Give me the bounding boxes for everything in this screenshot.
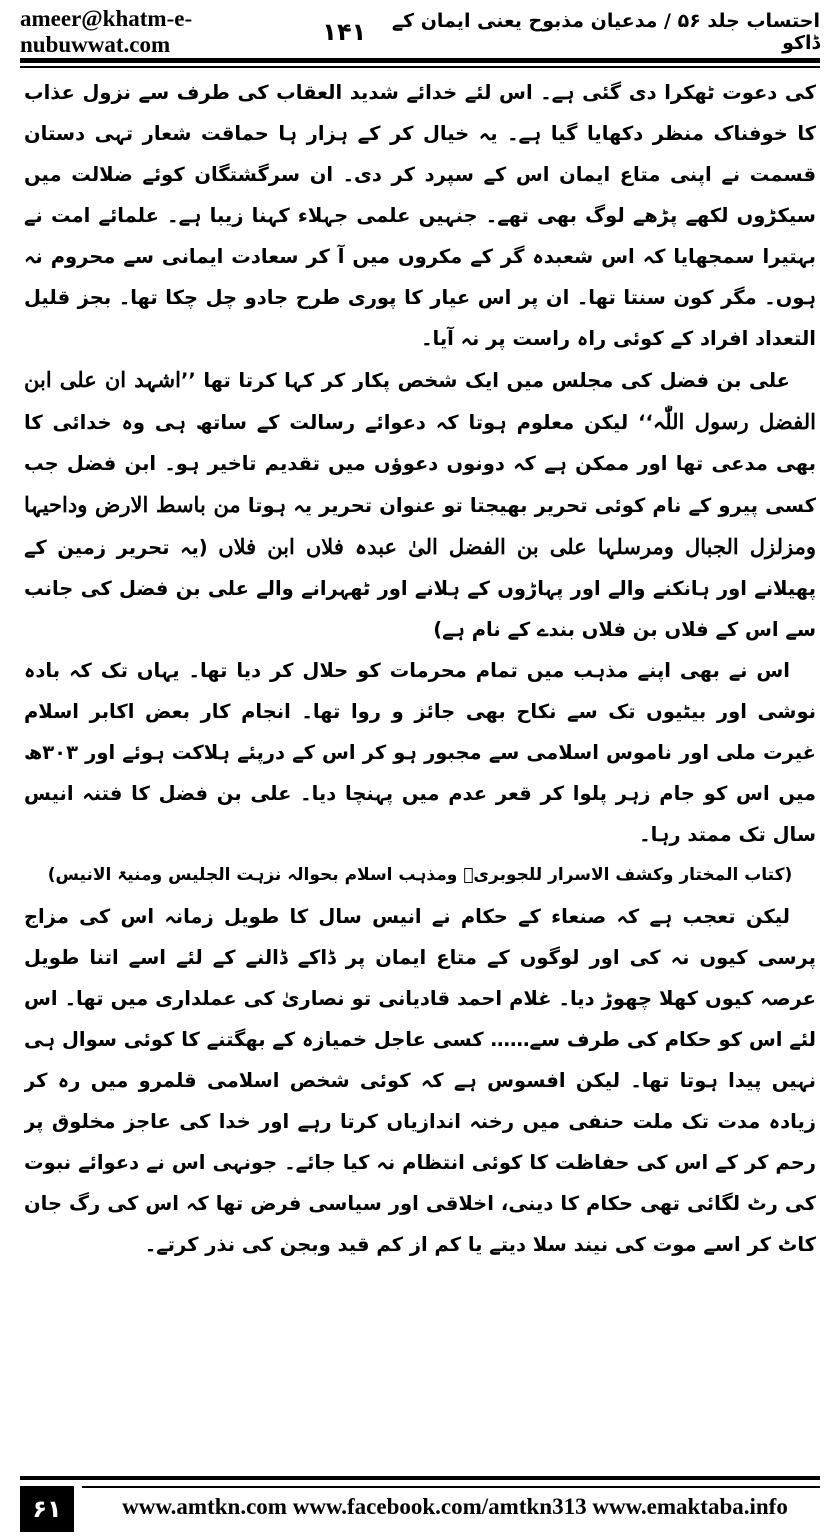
header-rule-thick xyxy=(20,58,820,63)
page-footer xyxy=(20,1486,820,1532)
paragraph-2-middle: ‘‘ لیکن معلوم ہوتا کہ دعوائے رسالت کے ساتھ ہی وہ خدائی کا بھی مدعی تھا اور ممکن ہے کہ دونوں دعوؤں میں تقدیم تاخیر ہو۔ ابن فضل جب کسی پیرو کے نام کوئی تحریر بھیجتا تو عنوان تحریر یہ ہوتا xyxy=(24,411,816,517)
header-rule-thin xyxy=(20,66,820,68)
header-email[interactable]: ameer@khatm-e-nubuwwat.com xyxy=(20,6,193,57)
arabic-quote-shahada: اشہد ان علی ابن الفضل رسول اللّٰہ xyxy=(24,367,816,434)
body-text xyxy=(24,72,816,1464)
footer-rule-thick xyxy=(20,1476,820,1480)
paragraph-4: لیکن تعجب ہے کہ صنعاء کے حکام نے انیس سال کا طویل زمانہ اس کی مزاج پرسی کیوں نہ کی اور لوگوں کے متاع ایمان پر ڈاکے ڈالنے کے لئے اسے اتنا طویل عرصہ کیوں کھلا چھوڑ دیا۔ غلام احمد قادیانی تو نصاریٰ کی عملداری میں تھا۔ اس لئے اس کو حکام کی طرف سے…… کسی عاجل خمیازہ کے بھگتنے کا کوئی سوال ہی نہیں پیدا ہوتا تھا۔ لیکن افسوس ہے کہ کوئی شخص اسلامی قلمرو میں رہ کر زیادہ مدت تک ملت حنفی میں رخنہ اندازیاں کرتا رہے اور خدا کی عاجز مخلوق پر رحم کر کے اس کی حفاظت کا کوئی انتظام نہ کیا جائے۔ جونہی اس نے دعوائے نبوت کی رٹ لگائی تھی حکام کا دینی، اخلاقی اور سیاسی فرض تھا کہ اس کی رگ جان کاٹ کر اسے موت کی نیند سلا دیتے یا کم از کم قید وبجن کی نذر کرتے۔ xyxy=(24,905,816,1256)
footer-rule-thin xyxy=(82,1486,820,1488)
book-page-number: ۶۱ xyxy=(20,1486,74,1532)
footer-urls[interactable]: www.amtkn.com www.facebook.com/amtkn313 www.emaktaba.info xyxy=(122,1494,788,1519)
paragraph-2-translation: (یہ تحریر زمین کے پھیلانے اور ہانکنے والے اور پہاڑوں کے ہلانے اور ٹھہرانے والے علی بن فضل کی جانب سے اس کے فلاں بن فلاں بندے کے نام ہے) xyxy=(24,536,816,641)
arabic-quote-letter-heading: من باسط الارض وداحیہا ومزلزل الجبال ومرسلہا علی بن الفضل الیٰ عبدہ فلاں ابن فلاں xyxy=(24,492,816,559)
paragraph-2 xyxy=(24,359,816,650)
paragraph-3: اس نے بھی اپنے مذہب میں تمام محرمات کو حلال کر دیا تھا۔ یہاں تک کہ بادہ نوشی اور بیٹیوں تک سے نکاح بھی جائز و روا تھا۔ انجام کار بعض اکابر اسلام غیرت ملی اور ناموس اسلامی سے مجبور ہو کر اس کے درپئے ہلاکت ہوئے اور ۳۰۳ھ میں اس کو جام زہر پلوا کر قعر عدم میں پہنچا دیا۔ علی بن فضل کا فتنہ انیس سال تک ممتد رہا۔ xyxy=(24,659,816,846)
running-title: احتساب جلد ۵۶ / مدعیان مذبوح یعنی ایمان کے ڈاکو xyxy=(391,10,820,54)
page-header xyxy=(20,6,820,57)
header-title-block xyxy=(322,10,820,54)
page-number: ۱۴۱ xyxy=(322,18,367,46)
paragraph-1: کی دعوت ٹھکرا دی گئی ہے۔ اس لئے خدائے شدید العقاب کی طرف سے نزول عذاب کا خوفناک منظر دکھایا گیا ہے۔ یہ خیال کر کے ہزار ہا حماقت شعار تہی دستان قسمت نے اپنی متاع ایمان اس کے سپرد کر دی۔ ان سرگشتگان کوئے ضلالت میں سیکڑوں لکھے پڑھے لوگ بھی تھے۔ جنہیں علمی جہلاء کہنا زیبا ہے۔ علمائے امت نے بہتیرا سمجھایا کہ اس شعبدہ گر کے مکروں میں آ کر سعادت ایمانی سے محروم نہ ہوں۔ مگر کون سنتا تھا۔ ان پر اس عیار کا پوری طرح جادو چل چکا تھا۔ بجز قلیل التعداد افراد کے کوئی راہ راست پر نہ آیا۔ xyxy=(24,81,816,350)
paragraph-2-intro: علی بن فضل کی مجلس میں ایک شخص پکار کر کہا کرتا تھا ’’ xyxy=(180,369,790,392)
citation: (کتاب المختار وکشف الاسرار للجوبریؒ ومذہب اسلام بحوالہ نزہت الجلیس ومنیۃ الانیس) xyxy=(47,865,793,885)
